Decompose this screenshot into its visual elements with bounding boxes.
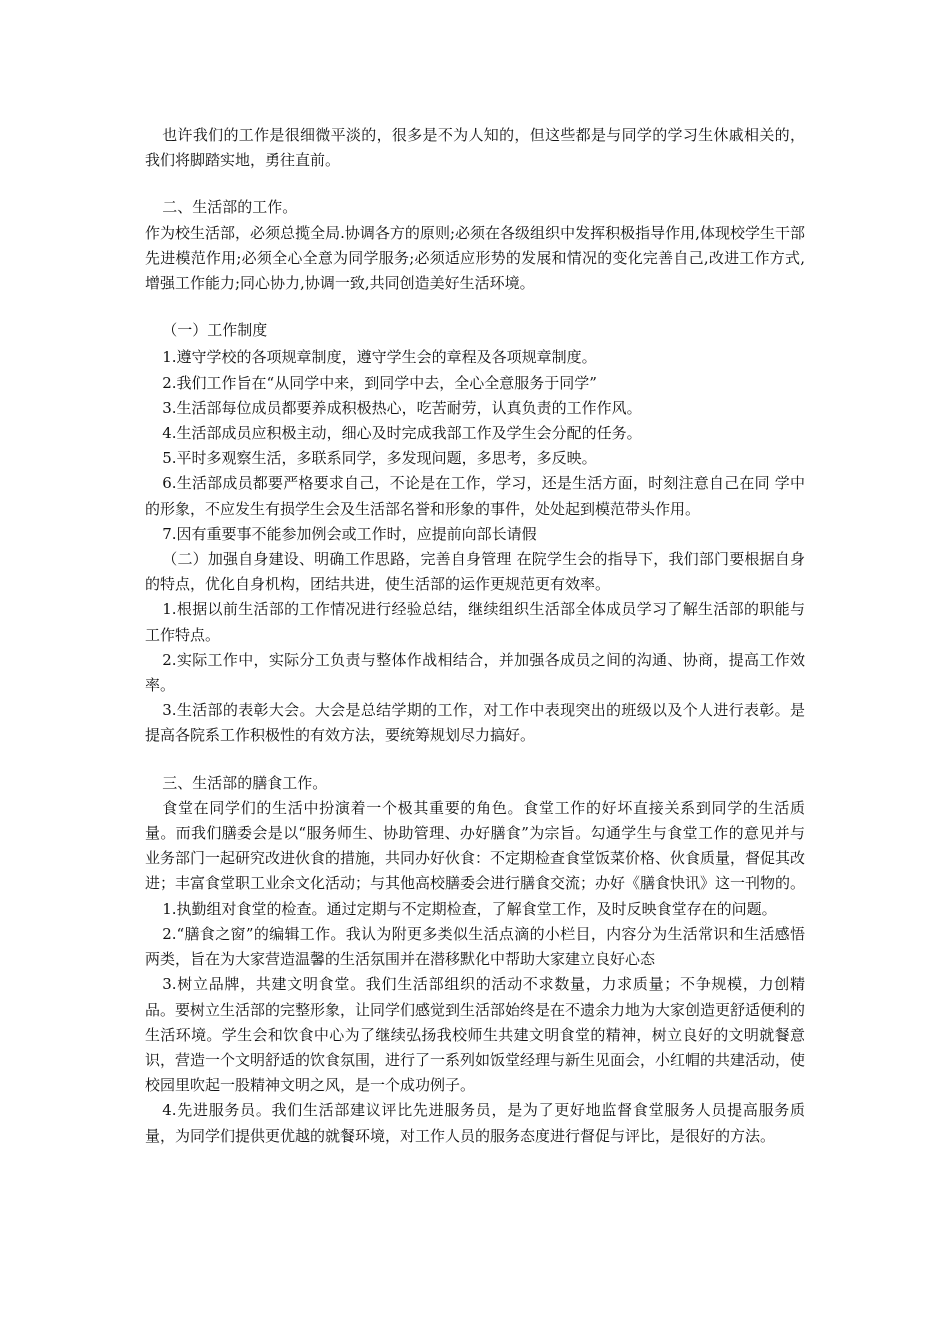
section-2-heading: 二、生活部的工作。 <box>162 198 298 217</box>
document-page <box>145 123 805 1149</box>
rule-item: 4.生活部成员应积极主动，细心及时完成我部工作及学生会分配的任务。 <box>162 424 642 443</box>
dining-item: 4.先进服务员。我们生活部建议评比先进服务员，是为了更好地监督食堂服务人员提高服务质量，为同学们提供更优越的就餐环境，对工作人员的服务态度进行督促与评比，是很好的方法。 <box>145 1101 805 1145</box>
subsection-1-heading: （一）工作制度 <box>162 321 268 340</box>
section-3-body: 食堂在同学们的生活中扮演着一个极其重要的角色。食堂工作的好坏直接关系到同学的生活质量。而我们膳委会是以“服务师生、协助管理、办好膳食”为宗旨。勾通学生与食堂工作的意见并与业务部门一起研究改进伙食的措施，共同办好伙食：不定期检查食堂饭菜价格、伙食质量，督促其改进；丰富食堂职工业余文化活动；与其他高校膳委会进行膳食交流；办好《膳食快讯》这一刊物的。 <box>145 798 806 893</box>
rule-item: 6.生活部成员都要严格要求自己，不论是在工作，学习，还是生活方面，时刻注意自己在同 学中的形象，不应发生有损学生会及生活部名誉和形象的事件，处处起到模范带头作用。 <box>145 474 805 518</box>
dining-item: 2.“膳食之窗”的编辑工作。我认为附更多类似生活点滴的小栏目，内容分为生活常识和生活感悟两类，旨在为大家营造温馨的生活氛围并在潜移默化中帮助大家建立良好心态 <box>145 924 805 969</box>
construction-item: 3.生活部的表彰大会。大会是总结学期的工作，对工作中表现突出的班级以及个人进行表彰。是提高各院系工作积极性的有效方法，要统筹规划尽力搞好。 <box>145 701 805 745</box>
rule-item: 1.遵守学校的各项规章制度，遵守学生会的章程及各项规章制度。 <box>162 348 597 367</box>
section-3-heading: 三、生活部的膳食工作。 <box>162 773 328 792</box>
section-2-body: 作为校生活部，必须总揽全局.协调各方的原则;必须在各级组织中发挥积极指导作用,体现校学生干部先进模范作用;必须全心全意为同学服务;必须适应形势的发展和情况的变化完善自己,改进工作方式,增强工作能力;同心协力,协调一致,共同创造美好生活环境。 <box>145 223 805 293</box>
dining-item: 1.执勤组对食堂的检查。通过定期与不定期检查，了解食堂工作，及时反映食堂存在的问题。 <box>162 899 777 918</box>
rule-item: 7.因有重要事不能参加例会或工作时，应提前向部长请假 <box>162 524 537 543</box>
construction-item: 2.实际工作中，实际分工负责与整体作战相结合，并加强各成员之间的沟通、协商，提高工作效率。 <box>145 650 805 695</box>
rule-item: 2.我们工作旨在“从同学中来，到同学中去，全心全意服务于同学” <box>162 373 597 392</box>
rule-item: 5.平时多观察生活，多联系同学，多发现问题，多思考，多反映。 <box>162 449 597 468</box>
intro-paragraph: 也许我们的工作是很细微平淡的，很多是不为人知的，但这些都是与同学的学习生休戚相关的，我们将脚踏实地，勇往直前。 <box>145 126 805 170</box>
subsection-2-heading: （二）加强自身建设、明确工作思路，完善自身管理 在院学生会的指导下，我们部门要根据自身的特点，优化自身机构，团结共进，使生活部的运作更规范更有效率。 <box>145 550 805 594</box>
construction-item: 1.根据以前生活部的工作情况进行经验总结，继续组织生活部全体成员学习了解生活部的职能与工作特点。 <box>145 600 805 644</box>
dining-item: 3.树立品牌，共建文明食堂。我们生活部组织的活动不求数量，力求质量；不争规模，力创精品。要树立生活部的完整形象，让同学们感觉到生活部始终是在不遗余力地为大家创造更舒适便利的生活环境。学生会和饮食中心为了继续弘扬我校师生共建文明食堂的精神，树立良好的文明就餐意识，营造一个文明舒适的饮食氛围，进行了一系列如饭堂经理与新生见面会，小红帽的共建活动，使校园里吹起一股精神文明之风，是一个成功例子。 <box>145 975 806 1095</box>
rule-item: 3.生活部每位成员都要养成积极热心，吃苦耐劳，认真负责的工作作风。 <box>162 398 642 417</box>
